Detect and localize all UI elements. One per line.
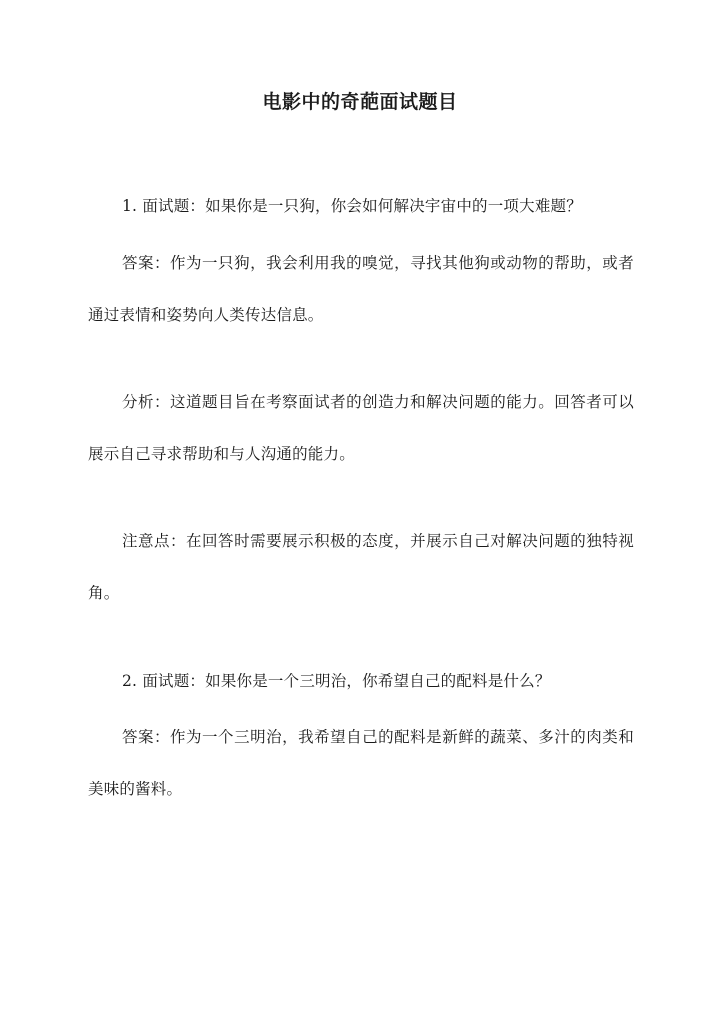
document-title: 电影中的奇葩面试题目 — [262, 91, 458, 113]
answer-1: 答案：作为一只狗，我会利用我的嗅觉，寻找其他狗或动物的帮助，或者通过表情和姿势向人类传达信息。 — [88, 254, 634, 324]
answer-2: 答案：作为一个三明治，我希望自己的配料是新鲜的蔬菜、多汁的肉类和美味的酱料。 — [88, 728, 634, 798]
question-1: 1. 面试题：如果你是一只狗，你会如何解决宇宙中的一项大难题？ — [122, 197, 582, 215]
note-1: 注意点：在回答时需要展示积极的态度，并展示自己对解决问题的独特视角。 — [88, 532, 634, 602]
question-2: 2. 面试题：如果你是一个三明治，你希望自己的配料是什么？ — [122, 672, 551, 690]
analysis-1: 分析：这道题目旨在考察面试者的创造力和解决问题的能力。回答者可以展示自己寻求帮助和与人沟通的能力。 — [88, 393, 634, 463]
